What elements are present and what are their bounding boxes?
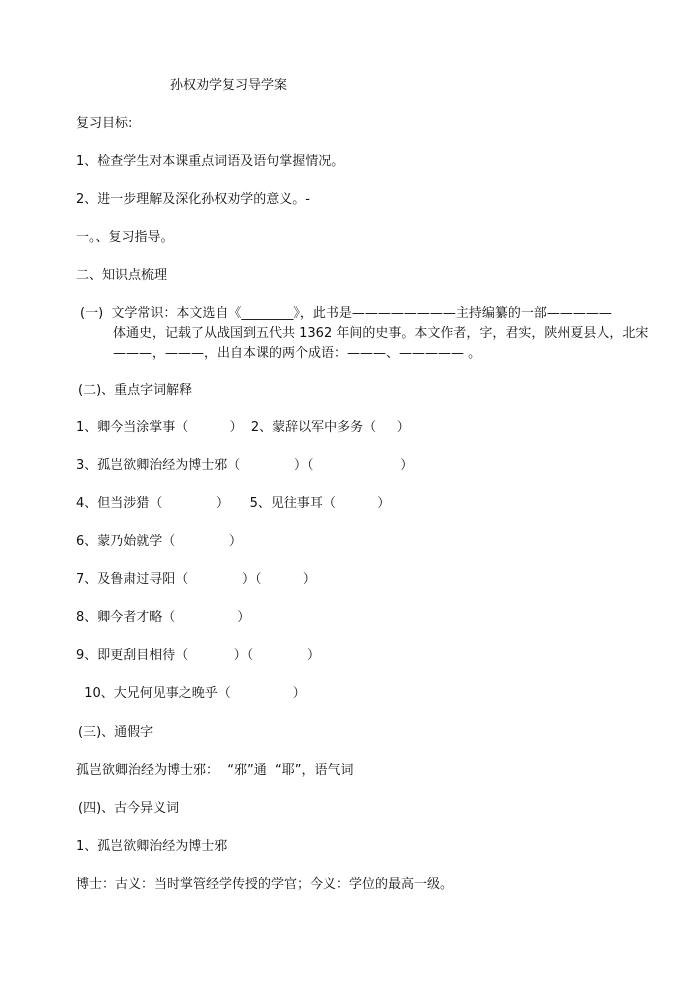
gujin-heading: (四)、古今异义词 <box>78 801 180 816</box>
item-row: 4、但当涉猎（ ） 5、见往事耳（ ） <box>76 496 391 511</box>
literature-line-2: 体通史，记载了从战国到五代共 1362 年间的史事。本文作者，字，君实，陕州夏县人，北宋 <box>113 326 649 341</box>
item-row: 10、大兄何见事之晚乎（ ） <box>76 686 306 701</box>
item-row: 9、即更刮目相待（ ）（ ） <box>76 648 320 663</box>
key-words-heading: (二)、重点字词解释 <box>78 383 193 398</box>
review-goals-heading: 复习目标: <box>76 116 133 131</box>
gujin-item: 1、孤岂欲卿治经为博士邪 <box>76 839 228 854</box>
section-two-heading: 二、知识点梳理 <box>76 268 168 283</box>
item-row: 7、及鲁肃过寻阳（ ）（ ） <box>76 572 316 587</box>
goal-1: 1、检查学生对本课重点词语及语句掌握情况。 <box>76 154 345 169</box>
tongjia-line: 孤岂欲卿治经为博士邪： “邪”通 “耶”，语气词 <box>76 763 354 778</box>
literature-line-3: ———，———，出自本课的两个成语：———、————— 。 <box>113 346 482 361</box>
item-row: 3、孤岂欲卿治经为博士邪（ ）（ ） <box>76 458 414 473</box>
item-row: 8、卿今者才略（ ） <box>76 610 251 625</box>
item-row: 6、蒙乃始就学（ ） <box>76 534 242 549</box>
section-one-heading: 一。、复习指导。 <box>76 230 174 245</box>
tongjia-heading: (三)、通假字 <box>78 725 154 740</box>
item-row: 1、卿今当涂掌事（ ） 2、蒙辞以军中多务（ ） <box>76 420 410 435</box>
literature-knowledge <box>80 304 649 364</box>
gujin-explanation: 博士：古义：当时掌管经学传授的学官；今义：学位的最高一级。 <box>76 877 454 892</box>
literature-line-1: (一) 文学常识：本文选自《________》，此书是————————主持编纂的一部————— <box>80 306 612 321</box>
document-title: 孙权劝学复习导学案 <box>170 78 288 93</box>
goal-2: 2、进一步理解及深化孙权劝学的意义。- <box>76 192 310 207</box>
